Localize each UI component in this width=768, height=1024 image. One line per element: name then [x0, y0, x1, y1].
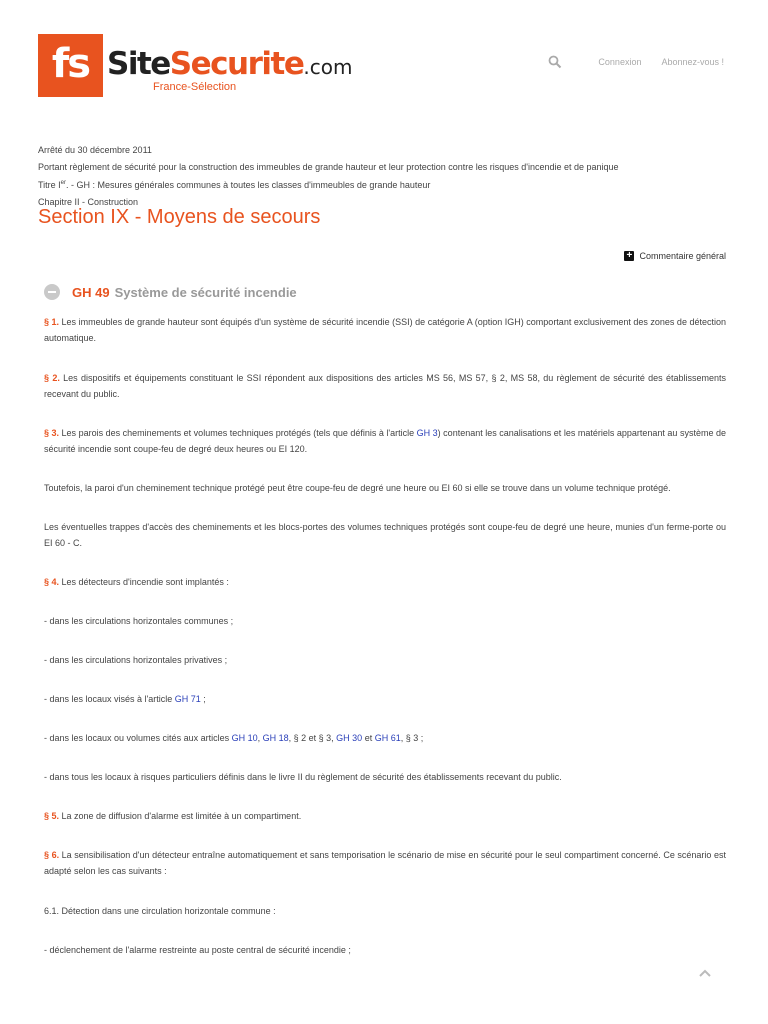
breadcrumb-reglement: Portant règlement de sécurité pour la construction des immeubles de grande hauteur et leur protection contre les risques d'incendie et de panique [38, 161, 619, 172]
login-link[interactable]: Connexion [598, 57, 642, 67]
general-comment-label: Commentaire général [639, 251, 726, 261]
site-header [0, 0, 768, 110]
plus-square-icon: + [624, 251, 634, 261]
logo-mark: fs [38, 34, 103, 97]
breadcrumb-chapitre: Chapitre II - Construction [38, 196, 139, 207]
link-gh71[interactable]: GH 71 [174, 694, 201, 704]
list-item: - dans les locaux ou volumes cités aux articles GH 10, GH 18, § 2 et § 3, GH 30 et GH 61, § 3 ; [44, 733, 424, 743]
subscribe-link[interactable]: Abonnez-vous ! [661, 57, 724, 67]
link-gh18[interactable]: GH 18 [262, 733, 289, 743]
list-item: - dans les circulations horizontales privatives ; [44, 655, 228, 665]
link-gh61[interactable]: GH 61 [374, 733, 401, 743]
article-header [44, 284, 297, 300]
breadcrumb [38, 142, 738, 210]
list-item: - dans tous les locaux à risques particuliers définis dans le livre II du règlement de sécurité des établissements recevant du public. [44, 772, 562, 782]
article-title: Système de sécurité incendie [114, 284, 297, 300]
paragraph-6-scenario: § 6. La sensibilisation d'un détecteur entraîne automatiquement et sans temporisation le scénario de mise en sécurité pour le seul compartiment concerné. Ce scénario est adapté selon les cas suivants : [44, 850, 726, 876]
logo-securite: Securite [169, 46, 304, 82]
article-number: GH 49 [72, 284, 110, 300]
logo-site: Site [107, 46, 170, 82]
minus-circle-icon[interactable] [44, 284, 60, 300]
link-gh30[interactable]: GH 30 [336, 733, 363, 743]
logo-tagline: France-Sélection [153, 81, 237, 93]
list-item: - déclenchement de l'alarme restreinte au poste central de sécurité incendie ; [44, 945, 351, 955]
general-comment-button[interactable] [624, 251, 726, 261]
paragraph-1: § 1. Les immeubles de grande hauteur sont équipés d'un système de sécurité incendie (SSI) de catégorie A (option IGH) comportant exclusivement des zones de détection automatique. [44, 317, 726, 343]
site-logo[interactable] [38, 34, 352, 97]
paragraph-6: § 4. Les détecteurs d'incendie sont implantés : [44, 577, 229, 587]
list-item: - dans les locaux visés à l'article GH 71 ; [44, 694, 206, 704]
paragraph-4: Toutefois, la paroi d'un cheminement technique protégé peut être coupe-feu de degré une heure ou EI 60 si elle se trouve dans un volume technique protégé. [44, 483, 671, 493]
breadcrumb-arrete: Arrêté du 30 décembre 2011 [38, 145, 152, 155]
link-gh3[interactable]: GH 3 [416, 428, 438, 438]
chevron-up-icon[interactable] [698, 966, 712, 980]
page-title: Section IX - Moyens de secours [38, 206, 321, 228]
paragraph-5: Les éventuelles trappes d'accès des cheminements et les blocs-portes des volumes techniques protégés sont coupe-feu de degré une heure, munies d'un ferme-porte ou EI 60 - C. [44, 522, 726, 548]
subheading-6-1: 6.1. Détection dans une circulation horizontale commune : [44, 906, 276, 916]
paragraph-2: § 2. Les dispositifs et équipements constituant le SSI répondent aux dispositions des articles MS 56, MS 57, § 2, MS 58, du règlement de sécurité des établissements recevant du public. [44, 373, 726, 399]
paragraph-3: § 3. Les parois des cheminements et volumes techniques protégés (tels que définis à l'article GH 3) contenant les canalisations et les matériels appartenant au système de sécurité incendie sont coupe-feu de degré deux heures ou EI 120. [44, 428, 726, 454]
logo-wordmark [107, 48, 352, 93]
logo-com: .com [303, 55, 353, 79]
link-gh10[interactable]: GH 10 [231, 733, 258, 743]
search-icon[interactable] [548, 55, 562, 69]
breadcrumb-titre: Titre Ier. - GH : Mesures générales communes à toutes les classes d'immeubles de grande hauteur [38, 180, 431, 190]
list-item: - dans les circulations horizontales communes ; [44, 616, 234, 626]
top-nav [548, 55, 724, 69]
paragraph-5-alarm: § 5. La zone de diffusion d'alarme est limitée à un compartiment. [44, 811, 302, 821]
